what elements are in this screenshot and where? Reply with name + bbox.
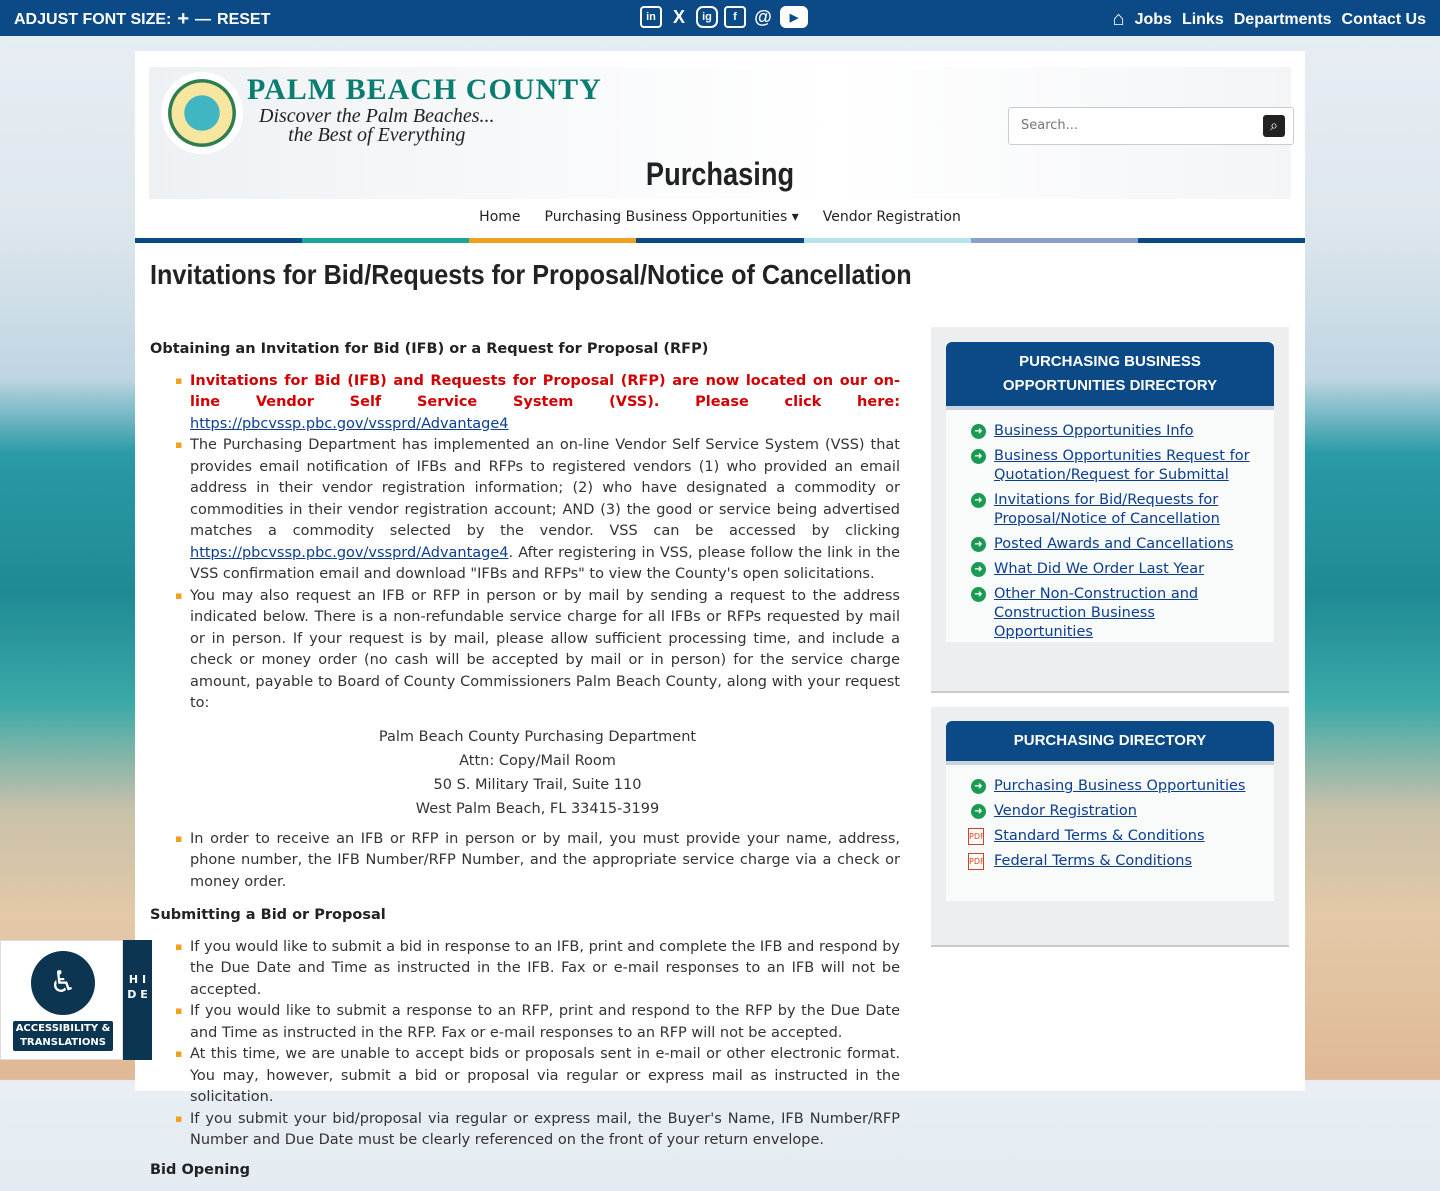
- nav-vendor-registration[interactable]: Vendor Registration: [822, 209, 961, 225]
- sidebar-link-item: [971, 560, 1254, 579]
- search-input[interactable]: [1021, 118, 1251, 133]
- obtaining-list-2: [175, 829, 900, 894]
- search-box: [1008, 107, 1294, 145]
- sidebar-link[interactable]: What Did We Order Last Year: [994, 561, 1205, 577]
- arrow-circle-icon: ➜: [971, 562, 986, 577]
- list-item: ▪ In order to receive an IFB or RFP in person or by mail, you must provide your name, address, phone number, the IFB Number/RFP Number, and the appropriate service charge via a check or money order.: [175, 829, 900, 894]
- brand-tagline: [259, 107, 494, 145]
- links-link[interactable]: Links: [1181, 10, 1224, 28]
- main-content: [150, 339, 900, 1191]
- address-line: 50 S. Military Trail, Suite 110: [433, 776, 642, 793]
- mailing-address: [175, 725, 900, 821]
- panel-title: PURCHASING BUSINESS OPPORTUNITIES DIRECTORY: [946, 342, 1274, 410]
- list-item: ▪ If you would like to submit a bid in response to an IFB, print and complete the IFB and respond by the Due Date and Time as instructed in the IFB. Fax or e-mail responses to an IFB will not be accepted.: [175, 937, 900, 1002]
- font-decrease-button[interactable]: —: [195, 10, 212, 28]
- purchasing-directory-panel: [946, 721, 1274, 901]
- department-title: Purchasing: [645, 156, 795, 192]
- directory-links: [946, 410, 1274, 660]
- hide-widget-button[interactable]: H I D E: [123, 940, 152, 1060]
- jobs-link[interactable]: Jobs: [1134, 10, 1172, 28]
- list-item: [175, 435, 900, 586]
- linkedin-icon[interactable]: in: [640, 6, 662, 28]
- list-item: ▪ You may also request an IFB or RFP in person or by mail by sending a request to the address indicated below. There is a non-refundable service charge for all IFBs or RFPs requested by mail or in person. If your request is by mail, please allow sufficient processing time, and include a check or money order (no cash will be accepted by mail or in person) for the service charge amount, payable to Board of County Commissioners Palm Beach County, along with your request to:: [175, 586, 900, 715]
- sidebar-link[interactable]: Business Opportunities Request for Quotation/Request for Submittal: [994, 448, 1250, 483]
- sidebar-pdf-link[interactable]: Federal Terms & Conditions: [994, 853, 1193, 869]
- arrow-circle-icon: ➜: [971, 424, 986, 439]
- sidebar-link-item: [971, 802, 1254, 821]
- threads-icon[interactable]: @: [754, 6, 772, 27]
- sidebar-link-item: [971, 585, 1254, 642]
- arrow-circle-icon: ➜: [971, 804, 986, 819]
- vss-description-tail: . After registering in VSS, please follow the link in the VSS confirmation email and download "IFBs and RFPs" to view the County's open solicitations.: [190, 544, 900, 582]
- arrow-circle-icon: ➜: [971, 449, 986, 464]
- instagram-icon[interactable]: ig: [696, 6, 718, 28]
- accessibility-icon[interactable]: ♿: [31, 951, 95, 1015]
- departments-link[interactable]: Departments: [1233, 10, 1332, 28]
- opportunities-directory-panel: [946, 342, 1274, 642]
- sidebar-pdf-link[interactable]: Standard Terms & Conditions: [994, 828, 1205, 844]
- sidebar-link-item: [971, 422, 1254, 441]
- submitting-list: [175, 937, 900, 1152]
- stripe-segment: [636, 238, 803, 243]
- address-line: Attn: Copy/Mail Room: [459, 752, 616, 769]
- x-icon[interactable]: X: [672, 6, 685, 27]
- sidebar-link[interactable]: Invitations for Bid/Requests for Proposal/Notice of Cancellation: [994, 492, 1220, 527]
- list-item: ▪ If you would like to submit a response to an RFP, print and respond to the RFP by the Due Date and Time as instructed in the RFP. Fax or e-mail responses to an RFP will not be accepted.: [175, 1001, 900, 1044]
- pdf-icon: PDF: [968, 828, 984, 845]
- contact-link[interactable]: Contact Us: [1341, 10, 1426, 28]
- pdf-icon: PDF: [968, 853, 984, 870]
- stripe-segment: [302, 238, 469, 243]
- sidebar-link-item: [971, 852, 1254, 871]
- stripe-segment: [135, 238, 302, 243]
- sidebar-section-1: [931, 327, 1289, 693]
- accessibility-widget: [0, 940, 152, 1060]
- page-title: Invitations for Bid/Requests for Proposal/Notice of Cancellation: [150, 259, 912, 290]
- accessibility-label[interactable]: ACCESSIBILITY & TRANSLATIONS: [13, 1021, 113, 1051]
- accessibility-button[interactable]: [0, 940, 123, 1060]
- panel-title: PURCHASING DIRECTORY: [946, 721, 1274, 765]
- sidebar-link-item: [971, 535, 1254, 554]
- vss-link[interactable]: https://pbcvssp.pbc.gov/vssprd/Advantage4: [190, 415, 509, 432]
- nav-home[interactable]: Home: [479, 209, 521, 225]
- obtaining-list: [175, 371, 900, 715]
- sidebar-link-item: [971, 777, 1254, 796]
- sidebar-link[interactable]: Purchasing Business Opportunities: [994, 778, 1246, 794]
- section-heading: Bid Opening: [150, 1161, 250, 1178]
- utility-links: [1113, 8, 1427, 31]
- list-item: ▪ At this time, we are unable to accept bids or proposals sent in e-mail or other electronic format. You may, however, submit a bid or proposal via regular or express mail as instructed in the solicitation.: [175, 1044, 900, 1109]
- directory-links: [946, 765, 1274, 889]
- arrow-circle-icon: ➜: [971, 537, 986, 552]
- font-reset-button[interactable]: RESET: [217, 10, 271, 28]
- section-heading: Obtaining an Invitation for Bid (IFB) or a Request for Proposal (RFP): [150, 341, 709, 357]
- main-card: [135, 51, 1305, 1178]
- top-bar: [0, 0, 1440, 36]
- arrow-circle-icon: ➜: [971, 493, 986, 508]
- section-heading: Submitting a Bid or Proposal: [150, 907, 386, 923]
- youtube-icon[interactable]: ▶: [780, 6, 808, 28]
- font-increase-button[interactable]: +: [177, 8, 190, 30]
- sidebar-link[interactable]: Other Non-Construction and Construction Business Opportunities: [994, 586, 1199, 640]
- home-icon[interactable]: ⌂: [1112, 8, 1125, 30]
- sidebar-link-item: [971, 447, 1254, 485]
- tagline-line-2: the Best of Everything: [288, 124, 466, 146]
- social-links: [640, 6, 808, 28]
- sidebar-link-item: [971, 491, 1254, 529]
- list-item: ▪ If you submit your bid/proposal via regular or express mail, the Buyer's Name, IFB Number/RFP Number and Due Date must be clearly referenced on the front of your return envelope.: [175, 1109, 900, 1152]
- stripe-segment: [971, 238, 1138, 243]
- vss-notice: Invitations for Bid (IFB) and Requests for Proposal (RFP) are now located on our on-line Vendor Self Service System (VSS). Please click here:: [190, 372, 900, 410]
- address-line: West Palm Beach, FL 33415-3199: [415, 800, 660, 817]
- sidebar-link[interactable]: Business Opportunities Info: [994, 423, 1194, 439]
- vss-description: The Purchasing Department has implemented an on-line Vendor Self Service System (VSS) that provides email notification of IFBs and RFPs to registered vendors (1) who provided an email address in their vendor registration information; (2) who have designated a commodity or commodities in their vendor registration account; AND (3) the good or service being advertised matches a commodity selected by the vendor. VSS can be accessed by clicking: [190, 437, 900, 539]
- sidebar-link[interactable]: Vendor Registration: [994, 803, 1137, 819]
- font-size-label: ADJUST FONT SIZE:: [14, 10, 172, 28]
- stripe-segment: [804, 238, 971, 243]
- department-nav: [135, 209, 1305, 229]
- search-icon[interactable]: ⌕: [1263, 115, 1285, 137]
- color-stripe: [135, 238, 1305, 243]
- arrow-circle-icon: ➜: [971, 587, 986, 602]
- arrow-circle-icon: ➜: [971, 779, 986, 794]
- sidebar-link-item: [971, 827, 1254, 846]
- vss-link-inline[interactable]: https://pbcvssp.pbc.gov/vssprd/Advantage4: [190, 544, 509, 561]
- nav-opportunities-dropdown[interactable]: Purchasing Business Opportunities ▾: [544, 209, 799, 225]
- tagline-line-1: Discover the Palm Beaches...: [259, 105, 495, 127]
- stripe-segment: [1138, 238, 1305, 243]
- brand-title[interactable]: PALM BEACH COUNTY: [247, 73, 602, 106]
- address-line: Palm Beach County Purchasing Department: [378, 728, 697, 745]
- sidebar-section-2: [931, 707, 1289, 947]
- sidebar-link[interactable]: Posted Awards and Cancellations: [994, 536, 1234, 552]
- facebook-icon[interactable]: f: [724, 6, 746, 28]
- font-size-controls: [14, 8, 270, 31]
- list-item: [175, 371, 900, 436]
- stripe-segment: [469, 238, 636, 243]
- county-seal-logo[interactable]: [161, 72, 243, 154]
